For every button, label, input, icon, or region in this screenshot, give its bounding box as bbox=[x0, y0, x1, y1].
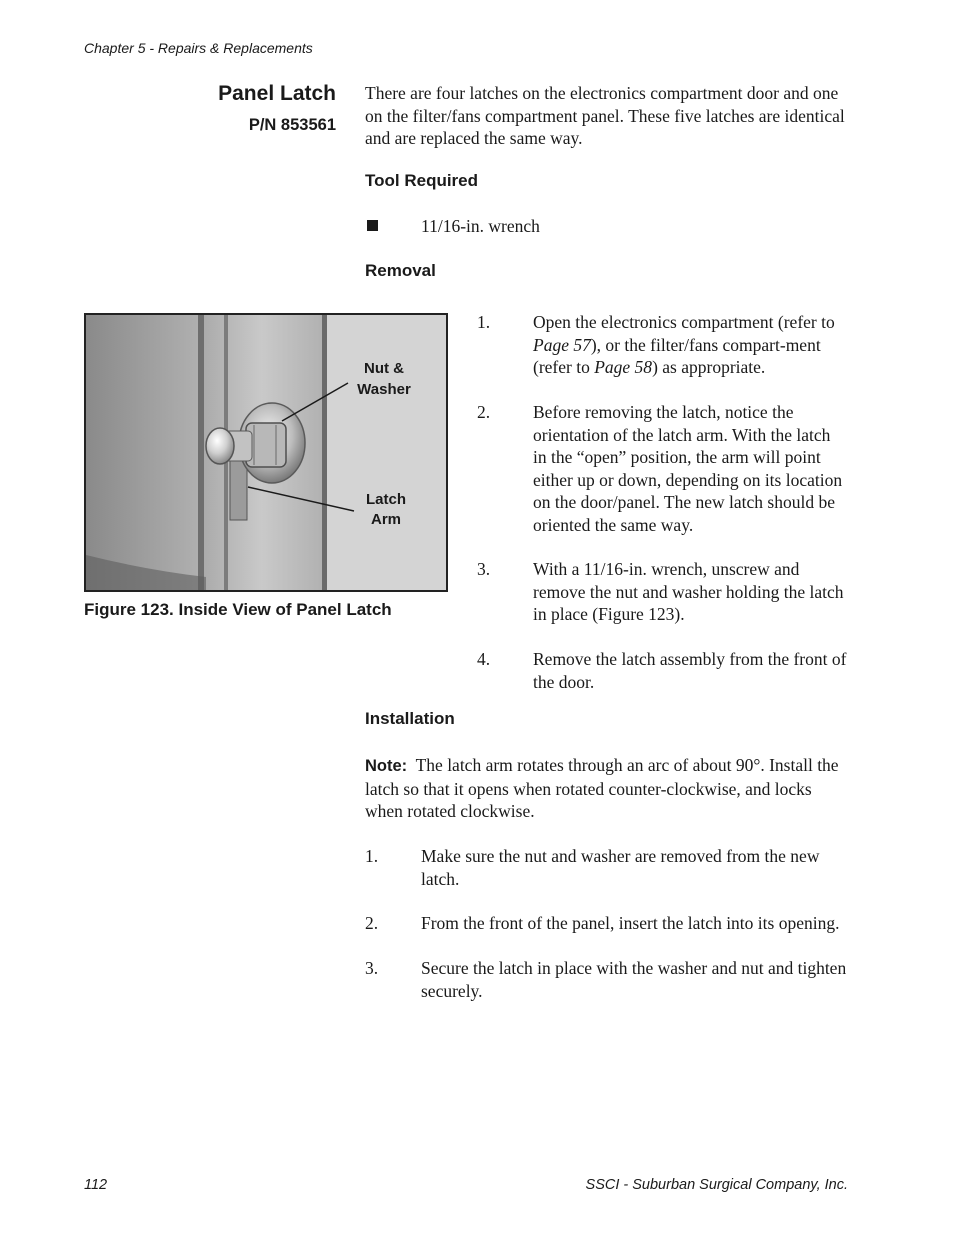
callout-latch-arm-line1: Latch bbox=[365, 491, 407, 508]
note-text: The latch arm rotates through an arc of about 90°. Install the latch so that it opens when rotated counter-clockwise, and locks when rotated clockwise. bbox=[365, 755, 839, 822]
removal-step-2-number: 2. bbox=[477, 402, 491, 422]
running-head: Chapter 5 - Repairs & Replacements bbox=[84, 40, 313, 56]
page-reference: Page 58 bbox=[594, 357, 653, 378]
figure-panel-latch-photo bbox=[84, 313, 448, 592]
install-step-3-number: 3. bbox=[365, 958, 379, 978]
installation-note bbox=[365, 754, 847, 823]
install-step-1-number: 1. bbox=[365, 846, 379, 866]
footer-company: SSCI - Suburban Surgical Company, Inc. bbox=[585, 1177, 848, 1193]
panel-surface-right bbox=[326, 315, 446, 590]
removal-step-4-number: 4. bbox=[477, 649, 491, 669]
latch-illustration bbox=[86, 315, 446, 590]
installation-heading: Installation bbox=[365, 709, 455, 728]
removal-heading: Removal bbox=[365, 261, 436, 280]
callout-nut-washer-line1: Nut & bbox=[364, 360, 404, 377]
install-step-1-text: Make sure the nut and washer are removed from the new latch. bbox=[421, 846, 820, 889]
removal-step-2-text: Before removing the latch, notice the orientation of the latch arm. With the latch in the “open” position, the arm will point either up or down, depending on its location on the door/panel. The new latch should be oriented the same way. bbox=[533, 402, 843, 535]
page-reference: Page 57 bbox=[533, 334, 591, 355]
install-step-2-number: 2. bbox=[365, 913, 379, 933]
square-bullet-icon bbox=[367, 220, 378, 231]
section-title: Panel Latch bbox=[218, 82, 336, 105]
removal-step-1-text: Open the electronics compartment (refer to Page 57), or the filter/fans compart-ment (refer to Page 58) as appropriate. bbox=[533, 312, 835, 378]
removal-step-4-text: Remove the latch assembly from the front of the door. bbox=[533, 649, 847, 692]
removal-step-1-number: 1. bbox=[477, 312, 491, 332]
callout-nut-washer-line2: Washer bbox=[357, 381, 411, 398]
install-step-2-text: From the front of the panel, insert the latch into its opening. bbox=[421, 913, 840, 933]
tool-required-heading: Tool Required bbox=[365, 171, 479, 190]
figure-caption: Figure 123. Inside View of Panel Latch bbox=[84, 600, 392, 619]
page-number: 112 bbox=[84, 1177, 108, 1193]
note-label: Note: bbox=[365, 757, 408, 775]
part-number: P/N 853561 bbox=[248, 116, 336, 134]
install-step-3-text: Secure the latch in place with the washer and nut and tighten securely. bbox=[421, 958, 847, 1001]
latch-knob bbox=[206, 428, 234, 464]
callout-latch-arm-line2: Arm bbox=[370, 511, 402, 528]
removal-step-3-text: With a 11/16-in. wrench, unscrew and remove the nut and washer holding the latch in place (Figure 123). bbox=[533, 559, 844, 625]
intro-paragraph: There are four latches on the electronics compartment door and one on the filter/fans compartment panel. These five latches are identical and are replaced the same way. bbox=[365, 83, 845, 149]
removal-step-3-number: 3. bbox=[477, 559, 491, 579]
tool-item: 11/16-in. wrench bbox=[421, 216, 540, 236]
